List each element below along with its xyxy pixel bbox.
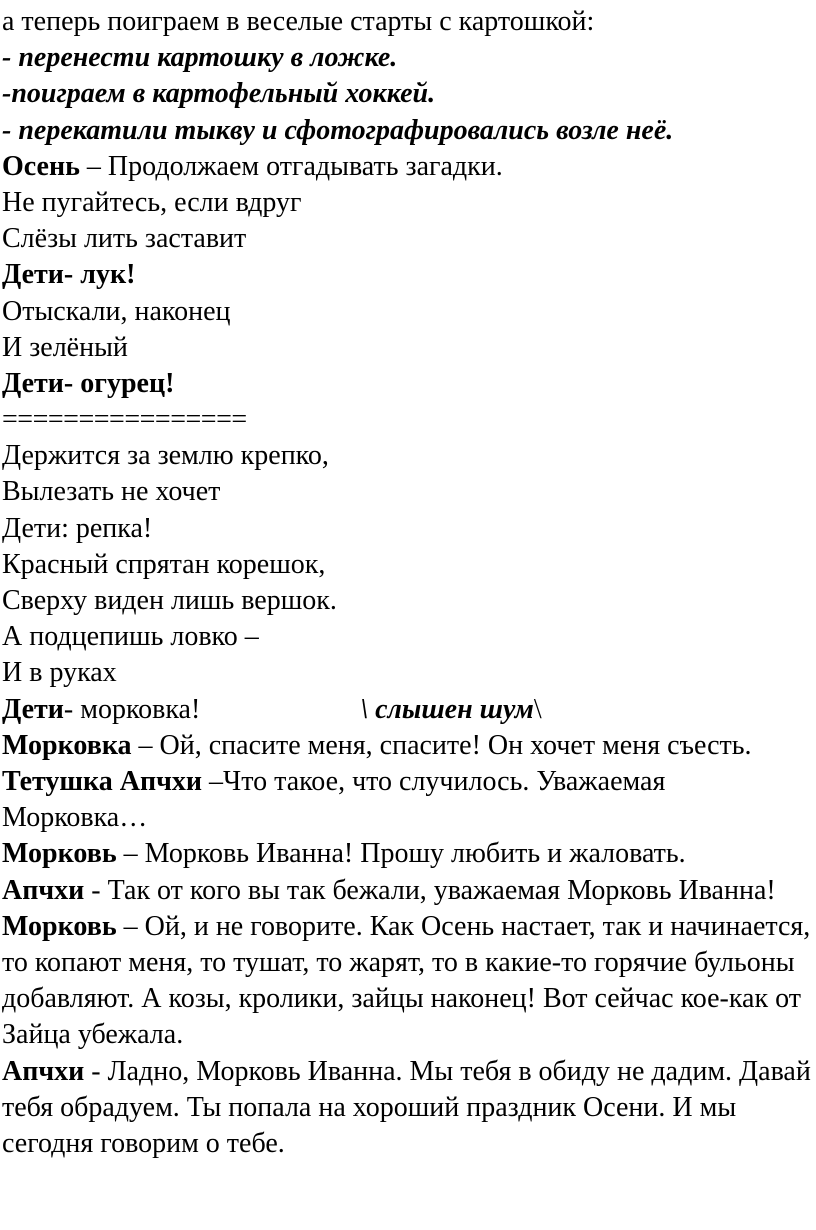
riddle-cucumber-answer: Дети- огурец!: [2, 367, 175, 399]
speaker-name: Морковь: [2, 838, 117, 870]
riddle-turnip-line-2: Вылезать не хочет: [2, 476, 221, 508]
riddle-onion-answer: Дети- лук!: [2, 259, 136, 291]
riddle-onion-line-2: Слёзы лить заставит: [2, 223, 247, 255]
riddle-cucumber-line-2: И зелёный: [2, 331, 128, 363]
game-item-pumpkin-roll: - перекатили тыкву и сфотографировались возле неё.: [2, 114, 674, 146]
dialogue-text: – Морковь Иванна! Прошу любить и жаловать.: [116, 838, 686, 870]
speaker-name: Апчхи: [2, 1055, 85, 1087]
speaker-children: Дети: [2, 693, 64, 725]
riddle-cucumber-line-1: Отыскали, наконец: [2, 295, 231, 327]
dialogue-line: [2, 836, 814, 872]
riddle-turnip-line-1: Держится за землю крепко,: [2, 440, 329, 472]
dialogue-line: [2, 1054, 814, 1163]
separator-line: ================: [2, 404, 247, 436]
dialogue-text: - Так от кого вы так бежали, уважаемая Морковь Иванна!: [84, 874, 776, 906]
riddle-carrot-line-1: Красный спрятан корешок,: [2, 548, 326, 580]
game-item-potato-hockey: -поиграем в картофельный хоккей.: [2, 78, 436, 110]
speaker-name: Тетушка Апчхи: [2, 765, 203, 797]
intro-line: а теперь поиграем в веселые старты с картошкой:: [2, 6, 595, 37]
riddle-carrot-line-3: А подцепишь ловко –: [2, 621, 259, 653]
dialogue-text: – Ой, спасите меня, спасите! Он хочет меня съесть.: [131, 729, 752, 761]
riddle-carrot-answer: [2, 692, 814, 728]
dialogue-line: [2, 909, 814, 1054]
stage-note-end: \: [533, 693, 542, 725]
carrot-answer-text: - морковка!: [63, 693, 201, 725]
game-item-potato-spoon: - перенести картошку в ложке.: [2, 42, 398, 74]
stage-note: \ слышен шум: [360, 693, 534, 725]
dialogue-line: [2, 873, 814, 909]
riddle-carrot-line-4: И в руках: [2, 657, 117, 689]
speaker-name: Апчхи: [2, 874, 85, 906]
speaker-name: Морковь: [2, 910, 117, 942]
speaker-name: Морковка: [2, 729, 132, 761]
dialogue-line: [2, 728, 814, 764]
dialogue-text: –Что такое, что случилось. Уважаемая Морковка…: [2, 765, 666, 834]
osen-line: [2, 149, 814, 185]
riddle-turnip-answer: Дети: репка!: [2, 512, 153, 544]
dialogue-text: - Ладно, Морковь Иванна. Мы тебя в обиду не дадим. Давай тебя обрадуем. Ты попала на хороший праздник Осени. И мы сегодня говорим о тебе.: [2, 1055, 811, 1159]
document-page: [2, 4, 814, 1162]
osen-text: – Продолжаем отгадывать загадки.: [79, 150, 503, 182]
riddle-carrot-line-2: Сверху виден лишь вершок.: [2, 585, 337, 616]
riddle-onion-line-1: Не пугайтесь, если вдруг: [2, 186, 302, 218]
dialogue-text: – Ой, и не говорите. Как Осень настает, так и начинается, то копают меня, то тушат, то жарят, то в какие-то горячие бульоны добавляют. А козы, кролики, зайцы наконец! Вот сейчас кое-как от Зайца убежала.: [2, 910, 811, 1051]
speaker-osen: Осень: [2, 150, 80, 182]
dialogue-line: [2, 764, 814, 836]
